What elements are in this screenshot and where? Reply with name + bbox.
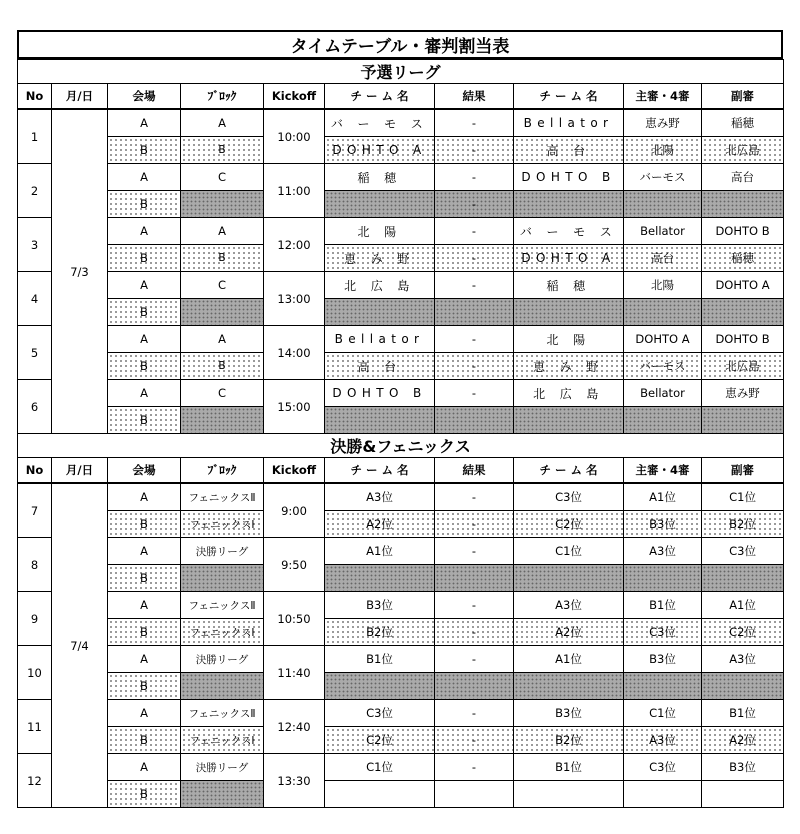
- team-cell-home: B2位: [325, 619, 435, 646]
- court-cell: A: [108, 538, 181, 565]
- table-row: [18, 538, 784, 565]
- table-row: [18, 109, 784, 137]
- block-cell: A: [181, 109, 264, 137]
- team-cell-away: [514, 299, 624, 326]
- table-row: [18, 727, 784, 754]
- column-header: 主審・4審: [624, 84, 702, 110]
- result-cell: -: [435, 380, 514, 407]
- kickoff-cell: 13:30: [264, 754, 325, 808]
- block-cell: フェニックスⅡ: [181, 592, 264, 619]
- header-row: [18, 458, 784, 484]
- court-cell: B: [108, 619, 181, 646]
- referee-cell: A3位: [624, 538, 702, 565]
- column-header: No: [18, 84, 52, 110]
- table-row: [18, 299, 784, 326]
- assistant-referee-cell: C3位: [702, 538, 784, 565]
- block-cell: フェニックスⅡ: [181, 700, 264, 727]
- court-cell: A: [108, 218, 181, 245]
- court-cell: B: [108, 299, 181, 326]
- block-cell: フェニックスⅠ: [181, 511, 264, 538]
- block-cell: A: [181, 218, 264, 245]
- court-cell: B: [108, 727, 181, 754]
- kickoff-cell: 11:00: [264, 164, 325, 218]
- kickoff-cell: 13:00: [264, 272, 325, 326]
- column-header: No: [18, 458, 52, 484]
- team-cell-home: バ ー モ ス: [325, 109, 435, 137]
- block-cell: 決勝リーグ: [181, 646, 264, 673]
- result-cell: -: [435, 191, 514, 218]
- team-cell-away: [514, 781, 624, 808]
- match-no: 10: [18, 646, 52, 700]
- match-no: 4: [18, 272, 52, 326]
- team-cell-away: C3位: [514, 483, 624, 511]
- assistant-referee-cell: DOHTO B: [702, 326, 784, 353]
- referee-cell: C1位: [624, 700, 702, 727]
- court-cell: B: [108, 407, 181, 434]
- team-cell-away: Bellator: [514, 109, 624, 137]
- referee-cell: 北陽: [624, 272, 702, 299]
- referee-cell: Bellator: [624, 218, 702, 245]
- team-cell-home: C3位: [325, 700, 435, 727]
- result-cell: -: [435, 109, 514, 137]
- team-cell-away: [514, 191, 624, 218]
- schedule-table: [17, 59, 784, 808]
- match-date: 7/4: [52, 483, 108, 808]
- team-cell-away: 恵 み 野: [514, 353, 624, 380]
- result-cell: -: [435, 538, 514, 565]
- referee-cell: A1位: [624, 483, 702, 511]
- referee-cell: [624, 191, 702, 218]
- table-row: [18, 565, 784, 592]
- match-no: 2: [18, 164, 52, 218]
- block-cell: [181, 191, 264, 218]
- assistant-referee-cell: 稲穂: [702, 245, 784, 272]
- table-row: [18, 673, 784, 700]
- match-no: 6: [18, 380, 52, 434]
- assistant-referee-cell: C1位: [702, 483, 784, 511]
- kickoff-cell: 10:00: [264, 109, 325, 164]
- table-row: [18, 326, 784, 353]
- kickoff-cell: 9:00: [264, 483, 325, 538]
- section-title: 予選リーグ: [18, 60, 784, 84]
- section-title-row: [18, 60, 784, 84]
- result-cell: [435, 299, 514, 326]
- block-cell: B: [181, 137, 264, 164]
- court-cell: B: [108, 191, 181, 218]
- table-row: [18, 483, 784, 511]
- referee-cell: [624, 781, 702, 808]
- team-cell-home: 北 広 島: [325, 272, 435, 299]
- result-cell: -: [435, 245, 514, 272]
- assistant-referee-cell: [702, 191, 784, 218]
- assistant-referee-cell: A3位: [702, 646, 784, 673]
- team-cell-away: B3位: [514, 700, 624, 727]
- table-row: [18, 646, 784, 673]
- referee-cell: [624, 407, 702, 434]
- match-no: 1: [18, 109, 52, 164]
- referee-cell: [624, 565, 702, 592]
- team-cell-home: B3位: [325, 592, 435, 619]
- match-no: 12: [18, 754, 52, 808]
- result-cell: -: [435, 218, 514, 245]
- column-header: 結果: [435, 84, 514, 110]
- assistant-referee-cell: [702, 673, 784, 700]
- assistant-referee-cell: [702, 407, 784, 434]
- court-cell: A: [108, 483, 181, 511]
- court-cell: A: [108, 272, 181, 299]
- referee-cell: [624, 673, 702, 700]
- assistant-referee-cell: [702, 565, 784, 592]
- court-cell: B: [108, 673, 181, 700]
- assistant-referee-cell: 恵み野: [702, 380, 784, 407]
- block-cell: C: [181, 164, 264, 191]
- header-row: [18, 84, 784, 110]
- team-cell-away: C1位: [514, 538, 624, 565]
- team-cell-away: A2位: [514, 619, 624, 646]
- team-cell-away: 稲 穂: [514, 272, 624, 299]
- court-cell: B: [108, 565, 181, 592]
- referee-cell: B3位: [624, 511, 702, 538]
- team-cell-home: 恵 み 野: [325, 245, 435, 272]
- table-row: [18, 407, 784, 434]
- assistant-referee-cell: C2位: [702, 619, 784, 646]
- court-cell: B: [108, 245, 181, 272]
- assistant-referee-cell: 北広島: [702, 137, 784, 164]
- team-cell-home: 北 陽: [325, 218, 435, 245]
- team-cell-home: Bellator: [325, 326, 435, 353]
- block-cell: [181, 673, 264, 700]
- court-cell: A: [108, 164, 181, 191]
- result-cell: -: [435, 164, 514, 191]
- referee-cell: C3位: [624, 619, 702, 646]
- assistant-referee-cell: 高台: [702, 164, 784, 191]
- column-header: 会場: [108, 458, 181, 484]
- team-cell-home: A3位: [325, 483, 435, 511]
- team-cell-away: [514, 407, 624, 434]
- result-cell: -: [435, 137, 514, 164]
- referee-cell: A3位: [624, 727, 702, 754]
- block-cell: C: [181, 272, 264, 299]
- match-no: 9: [18, 592, 52, 646]
- court-cell: A: [108, 380, 181, 407]
- team-cell-away: DOHTO B: [514, 164, 624, 191]
- team-cell-home: B1位: [325, 646, 435, 673]
- team-cell-home: [325, 565, 435, 592]
- result-cell: -: [435, 754, 514, 781]
- kickoff-cell: 9:50: [264, 538, 325, 592]
- section-title-row: [18, 434, 784, 458]
- block-cell: フェニックスⅠ: [181, 619, 264, 646]
- match-no: 11: [18, 700, 52, 754]
- referee-cell: 高台: [624, 245, 702, 272]
- result-cell: [435, 407, 514, 434]
- table-row: [18, 511, 784, 538]
- result-cell: -: [435, 727, 514, 754]
- assistant-referee-cell: B1位: [702, 700, 784, 727]
- assistant-referee-cell: 北広島: [702, 353, 784, 380]
- column-header: Kickoff: [264, 84, 325, 110]
- assistant-referee-cell: DOHTO A: [702, 272, 784, 299]
- team-cell-home: C2位: [325, 727, 435, 754]
- block-cell: C: [181, 380, 264, 407]
- assistant-referee-cell: A1位: [702, 592, 784, 619]
- team-cell-home: A1位: [325, 538, 435, 565]
- assistant-referee-cell: B2位: [702, 511, 784, 538]
- court-cell: B: [108, 781, 181, 808]
- column-header: チ ー ム 名: [325, 458, 435, 484]
- team-cell-home: [325, 407, 435, 434]
- column-header: 副審: [702, 458, 784, 484]
- kickoff-cell: 11:40: [264, 646, 325, 700]
- referee-cell: 北陽: [624, 137, 702, 164]
- team-cell-home: [325, 191, 435, 218]
- team-cell-away: バ ー モ ス: [514, 218, 624, 245]
- result-cell: -: [435, 646, 514, 673]
- block-cell: [181, 299, 264, 326]
- column-header: 副審: [702, 84, 784, 110]
- referee-cell: B3位: [624, 646, 702, 673]
- result-cell: -: [435, 272, 514, 299]
- team-cell-away: 北 陽: [514, 326, 624, 353]
- referee-cell: バーモス: [624, 353, 702, 380]
- result-cell: -: [435, 483, 514, 511]
- team-cell-home: 稲 穂: [325, 164, 435, 191]
- assistant-referee-cell: [702, 781, 784, 808]
- table-row: [18, 137, 784, 164]
- court-cell: A: [108, 754, 181, 781]
- team-cell-away: DOHTO A: [514, 245, 624, 272]
- result-cell: -: [435, 326, 514, 353]
- court-cell: A: [108, 700, 181, 727]
- team-cell-away: B2位: [514, 727, 624, 754]
- kickoff-cell: 12:00: [264, 218, 325, 272]
- table-row: [18, 754, 784, 781]
- result-cell: -: [435, 592, 514, 619]
- team-cell-home: [325, 781, 435, 808]
- team-cell-home: C1位: [325, 754, 435, 781]
- result-cell: [435, 673, 514, 700]
- court-cell: A: [108, 326, 181, 353]
- table-row: [18, 700, 784, 727]
- match-no: 5: [18, 326, 52, 380]
- referee-cell: Bellator: [624, 380, 702, 407]
- team-cell-away: B1位: [514, 754, 624, 781]
- court-cell: A: [108, 646, 181, 673]
- assistant-referee-cell: 稲穂: [702, 109, 784, 137]
- assistant-referee-cell: DOHTO B: [702, 218, 784, 245]
- block-cell: 決勝リーグ: [181, 538, 264, 565]
- team-cell-away: A1位: [514, 646, 624, 673]
- result-cell: [435, 565, 514, 592]
- team-cell-away: C2位: [514, 511, 624, 538]
- team-cell-away: 北 広 島: [514, 380, 624, 407]
- table-row: [18, 191, 784, 218]
- referee-cell: バーモス: [624, 164, 702, 191]
- column-header: ﾌﾞﾛｯｸ: [181, 84, 264, 110]
- table-row: [18, 164, 784, 191]
- referee-cell: [624, 299, 702, 326]
- column-header: チ ー ム 名: [514, 84, 624, 110]
- kickoff-cell: 12:40: [264, 700, 325, 754]
- kickoff-cell: 14:00: [264, 326, 325, 380]
- column-header: チ ー ム 名: [514, 458, 624, 484]
- match-no: 3: [18, 218, 52, 272]
- result-cell: -: [435, 619, 514, 646]
- assistant-referee-cell: [702, 299, 784, 326]
- team-cell-home: DOHTO B: [325, 380, 435, 407]
- assistant-referee-cell: B3位: [702, 754, 784, 781]
- table-row: [18, 781, 784, 808]
- column-header: Kickoff: [264, 458, 325, 484]
- team-cell-away: 高 台: [514, 137, 624, 164]
- team-cell-home: DOHTO A: [325, 137, 435, 164]
- table-row: [18, 218, 784, 245]
- court-cell: B: [108, 137, 181, 164]
- result-cell: -: [435, 511, 514, 538]
- team-cell-home: [325, 299, 435, 326]
- page-title: タイムテーブル・審判割当表: [17, 30, 783, 59]
- team-cell-away: [514, 565, 624, 592]
- table-row: [18, 380, 784, 407]
- column-header: 会場: [108, 84, 181, 110]
- assistant-referee-cell: A2位: [702, 727, 784, 754]
- team-cell-away: A3位: [514, 592, 624, 619]
- block-cell: A: [181, 326, 264, 353]
- court-cell: A: [108, 109, 181, 137]
- column-header: 月/日: [52, 458, 108, 484]
- result-cell: [435, 781, 514, 808]
- court-cell: A: [108, 592, 181, 619]
- team-cell-home: A2位: [325, 511, 435, 538]
- column-header: 主審・4審: [624, 458, 702, 484]
- match-no: 7: [18, 483, 52, 538]
- court-cell: B: [108, 353, 181, 380]
- table-row: [18, 245, 784, 272]
- block-cell: B: [181, 245, 264, 272]
- kickoff-cell: 10:50: [264, 592, 325, 646]
- block-cell: フェニックスⅠ: [181, 727, 264, 754]
- court-cell: B: [108, 511, 181, 538]
- referee-cell: 恵み野: [624, 109, 702, 137]
- kickoff-cell: 15:00: [264, 380, 325, 434]
- referee-cell: DOHTO A: [624, 326, 702, 353]
- block-cell: B: [181, 353, 264, 380]
- block-cell: [181, 407, 264, 434]
- column-header: 結果: [435, 458, 514, 484]
- section-title: 決勝&フェニックス: [18, 434, 784, 458]
- table-row: [18, 592, 784, 619]
- column-header: 月/日: [52, 84, 108, 110]
- referee-cell: C3位: [624, 754, 702, 781]
- match-no: 8: [18, 538, 52, 592]
- result-cell: -: [435, 700, 514, 727]
- team-cell-away: [514, 673, 624, 700]
- match-date: 7/3: [52, 109, 108, 434]
- team-cell-home: [325, 673, 435, 700]
- table-row: [18, 272, 784, 299]
- table-row: [18, 619, 784, 646]
- team-cell-home: 高 台: [325, 353, 435, 380]
- column-header: ﾌﾞﾛｯｸ: [181, 458, 264, 484]
- table-row: [18, 353, 784, 380]
- result-cell: -: [435, 353, 514, 380]
- block-cell: フェニックスⅡ: [181, 483, 264, 511]
- block-cell: 決勝リーグ: [181, 754, 264, 781]
- column-header: チ ー ム 名: [325, 84, 435, 110]
- block-cell: [181, 565, 264, 592]
- block-cell: [181, 781, 264, 808]
- referee-cell: B1位: [624, 592, 702, 619]
